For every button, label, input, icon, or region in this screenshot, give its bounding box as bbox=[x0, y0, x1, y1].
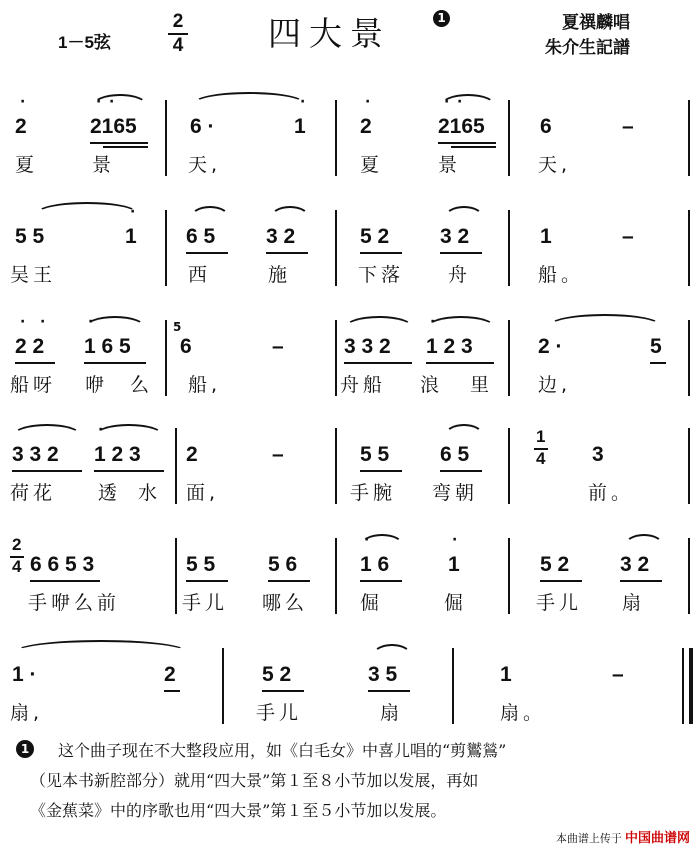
note: 1 · bbox=[12, 663, 37, 686]
lyric: 手儿 bbox=[182, 592, 229, 614]
note: 6 bbox=[180, 335, 192, 358]
lyric: 舟船 bbox=[340, 374, 387, 396]
score-row-1: · 2 · · 2165 6 · · 1 · 2 · · 2165 6 – 夏 景 天, 夏 景 天, bbox=[0, 108, 700, 218]
note: 2 · bbox=[538, 335, 563, 358]
score-row-3: · · 2 2 · 1 6 5 5 6 – 3 3 2 · 1 2 3 2 · 5 船呀 咿 么 船, 舟船 浪 里 边, bbox=[0, 328, 700, 438]
note: 5 5 bbox=[186, 553, 216, 576]
time-change-top: 1 bbox=[536, 427, 546, 446]
note: 5 bbox=[650, 335, 662, 358]
time-change-bottom: 4 bbox=[536, 449, 546, 468]
note: 1 bbox=[125, 225, 137, 248]
source-prefix: 本曲谱上传于 bbox=[555, 833, 622, 845]
note: 5 2 bbox=[262, 663, 292, 686]
note: 5 5 bbox=[15, 225, 45, 248]
source-site[interactable]: 中国曲谱网 bbox=[624, 830, 690, 845]
title-footnote-mark: 1 bbox=[433, 10, 450, 27]
note: 5 2 bbox=[360, 225, 390, 248]
time-signature bbox=[168, 12, 188, 56]
lyric: 倔 bbox=[444, 592, 468, 614]
lyric: 手儿 bbox=[536, 592, 583, 614]
lyric: 手咿么前 bbox=[28, 592, 121, 614]
lyric: 里 bbox=[470, 374, 494, 396]
note: – bbox=[272, 335, 284, 358]
footnote-line-3: 《金蕉菜》中的序歌也用“四大景”第１至５小节加以发展。 bbox=[30, 801, 447, 820]
lyric: 舟 bbox=[448, 264, 472, 286]
lyric: 景 bbox=[438, 154, 462, 176]
lyric: 下落 bbox=[358, 264, 405, 286]
note: – bbox=[612, 663, 624, 686]
lyric: 景 bbox=[92, 154, 116, 176]
lyric: 施 bbox=[268, 264, 292, 286]
singer-credit: 夏禩麟唱 bbox=[562, 13, 630, 33]
lyric: 哪么 bbox=[262, 592, 309, 614]
note: 1 2 3 bbox=[426, 335, 473, 358]
note: 2 bbox=[15, 115, 27, 138]
note: 3 2 bbox=[440, 225, 470, 248]
time-top: 2 bbox=[172, 11, 184, 32]
note: 1 6 5 bbox=[84, 335, 131, 358]
lyric: 手腕 bbox=[350, 482, 397, 504]
note: 2 bbox=[360, 115, 372, 138]
lyric: 天, bbox=[538, 154, 572, 176]
lyric: 扇。 bbox=[500, 702, 547, 724]
lyric: 么 bbox=[130, 374, 154, 396]
note: 2165 bbox=[438, 115, 485, 138]
footnote bbox=[30, 736, 670, 826]
note: 1 bbox=[294, 115, 306, 138]
note: 3 5 bbox=[368, 663, 398, 686]
note: 2 bbox=[186, 443, 198, 466]
note: 6 · bbox=[190, 115, 215, 138]
lyric: 西 bbox=[188, 264, 212, 286]
lyric: 船, bbox=[188, 374, 222, 396]
lyric: 透 bbox=[98, 482, 122, 504]
note: 2 2 bbox=[15, 335, 45, 358]
lyric: 扇 bbox=[380, 702, 404, 724]
note: 2 bbox=[164, 663, 176, 686]
note: 5 5 bbox=[360, 443, 390, 466]
note: 3 3 2 bbox=[12, 443, 59, 466]
key-signature: 1－5弦 bbox=[58, 33, 111, 52]
note: 5 6 bbox=[268, 553, 298, 576]
note: 6 5 bbox=[186, 225, 216, 248]
lyric: 浪 bbox=[420, 374, 444, 396]
note: 3 2 bbox=[620, 553, 650, 576]
lyric: 船。 bbox=[538, 264, 585, 286]
note: – bbox=[272, 443, 284, 466]
footnote-line-1: 这个曲子现在不大整段应用，如《白毛女》中喜儿唱的“剪鸑鶑” bbox=[58, 741, 507, 760]
note: 3 bbox=[592, 443, 604, 466]
footnote-line-2: （见本书新腔部分）就用“四大景”第１至８小节加以发展，再如 bbox=[30, 771, 479, 790]
recorder-credit: 朱介生記譜 bbox=[545, 38, 630, 58]
time-change-top: 2 bbox=[12, 535, 22, 554]
score-row-4: 3 3 2 · 1 2 3 2 – 5 5 6 5 1 4 3 荷花 透 水 面, 手腕 弯朝 前。 bbox=[0, 436, 700, 546]
note: 1 bbox=[540, 225, 552, 248]
lyric: 边, bbox=[538, 374, 572, 396]
note: 2165 bbox=[90, 115, 137, 138]
note: 5 2 bbox=[540, 553, 570, 576]
note: 3 3 2 bbox=[344, 335, 391, 358]
lyric: 荷花 bbox=[10, 482, 57, 504]
grace-note: 5 bbox=[173, 320, 182, 334]
source-credit bbox=[556, 827, 690, 846]
lyric: 水 bbox=[138, 482, 162, 504]
lyric: 咿 bbox=[85, 374, 109, 396]
lyric: 扇, bbox=[10, 702, 44, 724]
note: 3 2 bbox=[266, 225, 296, 248]
time-bottom: 4 bbox=[172, 35, 184, 56]
note: 1 2 3 bbox=[94, 443, 141, 466]
footnote-mark: 1 bbox=[16, 740, 34, 758]
note: – bbox=[622, 225, 634, 248]
lyric: 前。 bbox=[588, 482, 635, 504]
note: 6 5 bbox=[440, 443, 470, 466]
note: – bbox=[622, 115, 634, 138]
note: 1 bbox=[448, 553, 460, 576]
lyric: 扇 bbox=[622, 592, 646, 614]
note: 1 6 bbox=[360, 553, 390, 576]
lyric: 弯朝 bbox=[432, 482, 479, 504]
lyric: 面, bbox=[186, 482, 220, 504]
lyric: 夏 bbox=[15, 154, 39, 176]
lyric: 倔 bbox=[360, 592, 384, 614]
lyric: 吴王 bbox=[10, 264, 57, 286]
time-change-bottom: 4 bbox=[12, 557, 22, 576]
note: 1 bbox=[500, 663, 512, 686]
note: 6 bbox=[540, 115, 552, 138]
lyric: 手儿 bbox=[256, 702, 303, 724]
lyric: 夏 bbox=[360, 154, 384, 176]
score-row-5: 2 4 6 6 5 3 5 5 5 6 · 1 6 · 1 5 2 3 2 手咿么前 手儿 哪么 倔 倔 手儿 扇 bbox=[0, 546, 700, 656]
note: 6 6 5 3 bbox=[30, 553, 95, 576]
score-row-2: 5 5 · 1 6 5 3 2 5 2 3 2 1 – 吴王 西 施 下落 舟 船。 bbox=[0, 218, 700, 328]
song-title: 四大景 bbox=[268, 14, 391, 53]
lyric: 船呀 bbox=[10, 374, 57, 396]
lyric: 天, bbox=[188, 154, 222, 176]
